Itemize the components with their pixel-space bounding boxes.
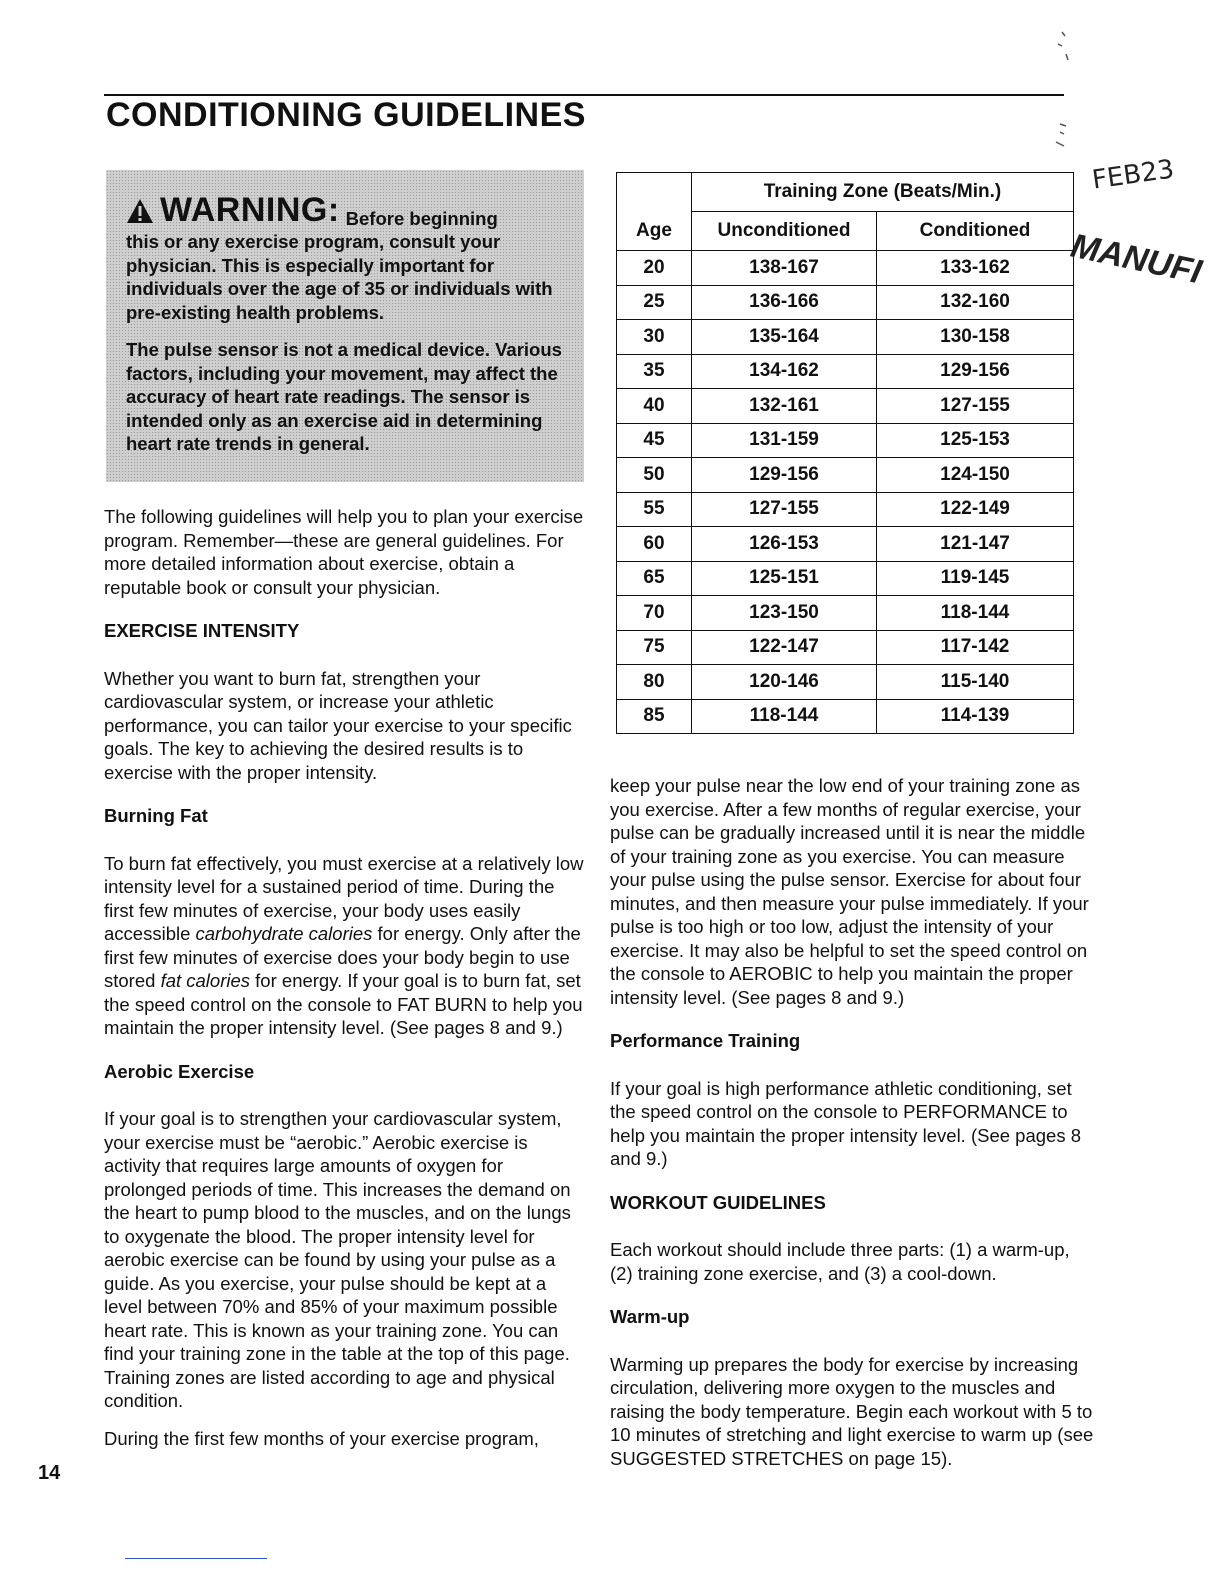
unconditioned-cell: 131-159 bbox=[692, 423, 877, 458]
unconditioned-cell: 123-150 bbox=[692, 596, 877, 631]
unconditioned-cell: 136-166 bbox=[692, 285, 877, 320]
age-cell: 40 bbox=[617, 389, 692, 424]
conditioned-cell: 125-153 bbox=[877, 423, 1074, 458]
age-cell: 70 bbox=[617, 596, 692, 631]
conditioned-cell: 119-145 bbox=[877, 561, 1074, 596]
unconditioned-cell: 125-151 bbox=[692, 561, 877, 596]
workout-guidelines-heading: WORKOUT GUIDELINES bbox=[610, 1191, 826, 1213]
warning-triangle-icon bbox=[126, 198, 154, 224]
table-row bbox=[617, 665, 1074, 700]
table-row bbox=[617, 527, 1074, 562]
burning-fat-heading: Burning Fat bbox=[104, 805, 208, 826]
conditioned-cell: 115-140 bbox=[877, 665, 1074, 700]
training-zone-table bbox=[616, 172, 1074, 734]
performance-training-heading: Performance Training bbox=[610, 1030, 801, 1051]
table-row bbox=[617, 285, 1074, 320]
age-cell: 65 bbox=[617, 561, 692, 596]
manufacturer-stamp: MANUFI bbox=[1067, 226, 1205, 292]
age-cell: 20 bbox=[617, 251, 692, 286]
aerobic-exercise-heading: Aerobic Exercise bbox=[104, 1060, 255, 1082]
table-row bbox=[617, 561, 1074, 596]
unconditioned-cell: 134-162 bbox=[692, 354, 877, 389]
table-row bbox=[617, 389, 1074, 424]
warning-paragraph-2: The pulse sensor is not a medical device. Various factors, including your movement, may affect the accuracy of heart rate readings. The sensor is intended only as an exercise aid in determining heart rate trends in general. bbox=[126, 339, 562, 454]
unconditioned-cell: 120-146 bbox=[692, 665, 877, 700]
unconditioned-cell: 129-156 bbox=[692, 458, 877, 493]
unconditioned-cell: 138-167 bbox=[692, 251, 877, 286]
age-cell: 80 bbox=[617, 665, 692, 700]
column-header-age: Age bbox=[617, 212, 692, 251]
exercise-intensity-heading: EXERCISE INTENSITY bbox=[104, 620, 300, 641]
conditioned-cell: 127-155 bbox=[877, 389, 1074, 424]
unconditioned-cell: 122-147 bbox=[692, 630, 877, 665]
column-header-conditioned: Conditioned bbox=[877, 212, 1074, 251]
conditioned-cell: 129-156 bbox=[877, 354, 1074, 389]
conditioned-cell: 121-147 bbox=[877, 527, 1074, 562]
age-cell: 85 bbox=[617, 699, 692, 734]
page-title: CONDITIONING GUIDELINES bbox=[106, 96, 586, 134]
table-row bbox=[617, 492, 1074, 527]
warning-lead: Before beginning bbox=[345, 208, 498, 229]
exercise-intensity-paragraph: Whether you want to burn fat, strengthen your cardiovascular system, or increase your athletic performance, you can tailor your exercise to your specific goals. The key to achieving the desired results is to exercise with the proper intensity. bbox=[104, 667, 572, 783]
conditioned-cell: 118-144 bbox=[877, 596, 1074, 631]
column-header-unconditioned: Unconditioned bbox=[692, 212, 877, 251]
age-cell: 75 bbox=[617, 630, 692, 665]
conditioned-cell: 132-160 bbox=[877, 285, 1074, 320]
page-number: 14 bbox=[38, 1462, 61, 1484]
age-cell: 60 bbox=[617, 527, 692, 562]
age-cell: 30 bbox=[617, 320, 692, 355]
table-row bbox=[617, 251, 1074, 286]
aerobic-exercise-paragraph: If your goal is to strengthen your cardiovascular system, your exercise must be “aerobic.” Aerobic exercise is activity that requires large amounts of oxygen for prolonged periods of time. This increases the demand on the heart to pump blood to the muscles, and on the lungs to oxygenate the blood. The proper intensity level for aerobic exercise can be found by using your pulse as a guide. As you exercise, your pulse should be kept at a level between 70% and 85% of your maximum possible heart rate. This is known as your training zone. You can find your training zone in the table at the top of this page. Training zones are listed according to age and physical condition. bbox=[104, 1108, 571, 1411]
pulse-guidance-paragraph: keep your pulse near the low end of your training zone as you exercise. After a few months of regular exercise, your pulse can be gradually increased until it is near the middle of your training zone as you exercise. You can measure your pulse using the pulse sensor. Exercise for about four minutes, and then measure your pulse immediately. If your pulse is too high or too low, adjust the intensity of your exercise. It may also be helpful to set the speed control on the console to AEROBIC to help you maintain the proper intensity level. (See pages 8 and 9.) bbox=[610, 775, 1089, 1008]
left-column bbox=[104, 505, 586, 1450]
burning-fat-paragraph: To burn fat effectively, you must exercise at a relatively low intensity level for a sustained period of time. During the first few minutes of exercise, your body uses easily accessible carbohydrate calories for energy. Only after the first few minutes of exercise does your body begin to use stored fat calories for energy. If your goal is to burn fat, set the speed control on the console to FAT BURN to help you maintain the proper intensity level. (See pages 8 and 9.) bbox=[104, 852, 584, 1038]
unconditioned-cell: 127-155 bbox=[692, 492, 877, 527]
warning-box bbox=[106, 170, 584, 482]
right-column bbox=[610, 774, 1096, 1470]
warm-up-paragraph: Warming up prepares the body for exercise by increasing circulation, delivering more oxygen to the muscles and raising the body temperature. Begin each workout with 5 to 10 minutes of stretching and light exercise to warm up (see SUGGESTED STRETCHES on page 15). bbox=[610, 1353, 1094, 1469]
date-stamp: FEB23 bbox=[1090, 154, 1176, 196]
age-cell: 50 bbox=[617, 458, 692, 493]
continuation-line: During the first few months of your exercise program, bbox=[104, 1427, 539, 1449]
unconditioned-cell: 135-164 bbox=[692, 320, 877, 355]
conditioned-cell: 130-158 bbox=[877, 320, 1074, 355]
table-row bbox=[617, 320, 1074, 355]
age-cell: 35 bbox=[617, 354, 692, 389]
conditioned-cell: 133-162 bbox=[877, 251, 1074, 286]
footer-underline bbox=[125, 1558, 267, 1559]
unconditioned-cell: 118-144 bbox=[692, 699, 877, 734]
table-row bbox=[617, 354, 1074, 389]
table-row bbox=[617, 596, 1074, 631]
workout-guidelines-paragraph: Each workout should include three parts: (1) a warm-up, (2) training zone exercise, and (3) a cool-down. bbox=[610, 1239, 1070, 1284]
table-row bbox=[617, 699, 1074, 734]
warning-label: WARNING: bbox=[160, 191, 340, 229]
training-zone-header: Training Zone (Beats/Min.) bbox=[692, 173, 1074, 212]
conditioned-cell: 124-150 bbox=[877, 458, 1074, 493]
age-cell: 25 bbox=[617, 285, 692, 320]
intro-paragraph: The following guidelines will help you to plan your exercise program. Remember—these are general guidelines. For more detailed information about exercise, obtain a reputable book or consult your physician. bbox=[104, 506, 584, 598]
performance-training-paragraph: If your goal is high performance athletic conditioning, set the speed control on the console to PERFORMANCE to help you maintain the proper intensity level. (See pages 8 and 9.) bbox=[610, 1077, 1082, 1169]
warning-paragraph-1: this or any exercise program, consult your physician. This is especially important for individuals over the age of 35 or individuals with pre-existing health problems. bbox=[126, 231, 553, 323]
age-cell: 45 bbox=[617, 423, 692, 458]
table-corner bbox=[617, 173, 692, 212]
conditioned-cell: 117-142 bbox=[877, 630, 1074, 665]
unconditioned-cell: 126-153 bbox=[692, 527, 877, 562]
conditioned-cell: 114-139 bbox=[877, 699, 1074, 734]
conditioned-cell: 122-149 bbox=[877, 492, 1074, 527]
warm-up-heading: Warm-up bbox=[610, 1306, 690, 1327]
table-row bbox=[617, 423, 1074, 458]
unconditioned-cell: 132-161 bbox=[692, 389, 877, 424]
age-cell: 55 bbox=[617, 492, 692, 527]
table-row bbox=[617, 630, 1074, 665]
warning-heading bbox=[126, 190, 566, 230]
scan-artifact bbox=[1040, 24, 1070, 154]
table-row bbox=[617, 458, 1074, 493]
